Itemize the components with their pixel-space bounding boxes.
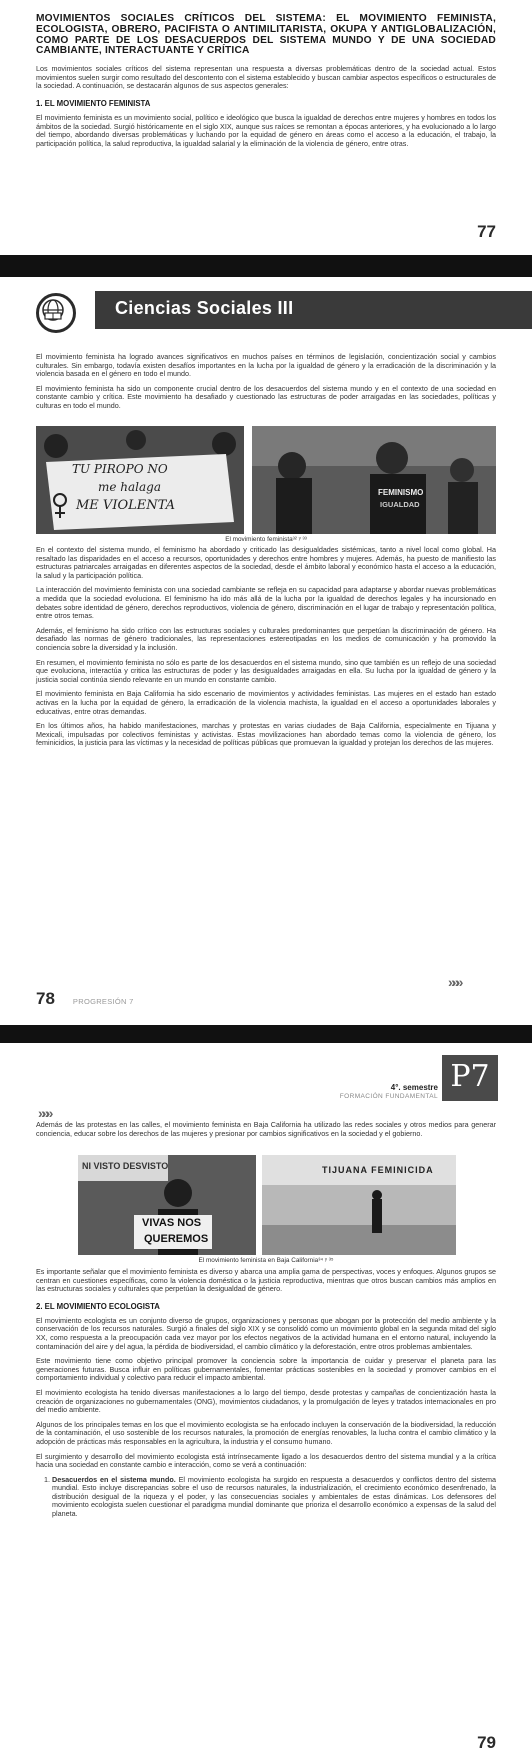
semester-label: 4°. semestre [390,1083,438,1092]
page-78 [0,277,532,1025]
sign-line-1: TU PIROPO NO [72,462,168,476]
paragraph-recent-years: En los últimos años, ha habido manifestaciones, marchas y protestas en varias ciudades de Baja California, especialmente en Tijuana y Mexicali, impulsadas por colectivos feministas y activistas. Estas movilizaciones han abordado temas como la violencia de género, los feminicidios, la justicia para las víctimas y la necesidad de políticas públicas que promuevan la igualdad y protejan los derechos de las mujeres. [36,721,496,748]
page-78-top-text [36,353,496,417]
photo-protest-march [252,426,496,534]
page-number-value: 78 [36,989,55,1008]
photo-caption: El movimiento feminista³² ʸ ³³ [225,536,307,543]
paragraph-emergence: El surgimiento y desarrollo del movimiento ecologista está intrínsecamente ligado a los desacuerdos dentro del sistema mundial y a la crítica hacia una sociedad en constante cambio e interacción, como se verá a continuación: [36,1451,496,1470]
paragraph-themes: Algunos de los principales temas en los que el movimiento ecologista se ha enfocado incluyen la conservación de la biodiversidad, la reducción de la contaminación, el uso sostenible de los recursos naturales, la promoción de energías renovables, la lucha contra el cambio climático y la adopción de prácticas más responsables en la agricultura, la industria y el consumo humano. [36,1419,496,1446]
page-number-79: 79 [477,1733,496,1752]
list-item [52,1476,496,1519]
list-item-body: El movimiento ecologista ha surgido en respuesta a desacuerdos y conflictos dentro del sistema mundial. Esto incluye discrepancias sobre el uso de recursos naturales, la industrialización, el crecimiento económico desenfrenado, la distribución desigual de la riqueza y el poder, y las consecuencias sociales y ambientales de estas dinámicas. Los defensores del movimiento ecologista suelen cuestionar el paradigma mundial dominante que prioriza el desarrollo económico a expensas de la salud del planeta. [52,1474,497,1519]
subject-title: Ciencias Sociales III [115,298,294,318]
page-divider-2 [0,1025,532,1043]
book-header [0,291,532,329]
feminist-paragraph: El movimiento feminista es un movimiento social, político e ideológico que busca la igualdad de derechos entre mujeres y hombres en todos los ámbitos de la sociedad. Surgió históricamente en el siglo XIX, aunque sus raíces se remontan a épocas anteriores, y ha evolucionado a lo largo del tiempo, abordando diversas problemáticas y luchando por la equidad de género en áreas como el acceso a la educación, el trabajo, la participación política, la salud reproductiva, la igualdad salarial y la eliminación de la violencia de género, entre otras. [36,112,496,148]
paragraph-crucial-component: El movimiento feminista ha sido un componente crucial dentro de los desacuerdos del sistema mundo y en el contexto de una sociedad en constante cambio y crítica. Este movimiento ha desafiado y cuestionado las estructuras de poder arraigadas en las sociedades, políticas y culturas en todo el mundo. [36,383,496,410]
paragraph-summary: En resumen, el movimiento feminista no sólo es parte de los desacuerdos en el sistema mundo, sino que también es un reflejo de una sociedad que evoluciona, interactúa y critica las estructuras de poder y las desigualdades arraigadas en ella. Su lucha por la igualdad de género y la justicia social continúa siendo relevante en un mundo en constante cambio. [36,657,496,684]
paragraph-system-world: En el contexto del sistema mundo, el feminismo ha abordado y criticado las desigualdades sistémicas, tanto a nivel local como global. Ha resaltado las disparidades en el acceso a recursos, oportunidades y derechos entre hombres y mujeres. Además, ha puesto de manifiesto las estructuras patriarcales arraigadas en diferentes aspectos de la sociedad, desde el ámbito laboral y económico hasta el acceso a la educación, la salud y la participación política. [36,545,496,580]
wall-text: TIJUANA FEMINICIDA [322,1165,434,1175]
list-item-title: Desacuerdos en el sistema mundo. [52,1474,176,1484]
page-number-78 [36,989,134,1009]
sign-line-3: ME VIOLENTA [76,498,175,513]
page-78-body [36,546,496,754]
sign-line-2: me halaga [98,480,162,494]
photo-vivas-nos-queremos [78,1155,256,1255]
book-logo-icon [36,293,76,333]
shirt-text-1: FEMINISMO [378,488,424,497]
progression-badge-label: P7 [450,1059,490,1094]
paragraph-ecologist-def: El movimiento ecologista es un conjunto diverso de grupos, organizaciones y personas que abogan por la protección del medio ambiente y la conservación de los recursos naturales. Surgió a finales del siglo XIX y se consolidó como un movimiento global en la segunda mitad del siglo XX, como respuesta a la preocupación cada vez mayor por los efectos negativos de la actividad humana en el entorno natural, incluyendo la contaminación del aire y del agua, la pérdida de biodiversidad, el cambio climático y la deforestación, entre otros problemas ambientales. [36,1315,496,1351]
continue-arrows-icon: »»» [448,974,460,990]
intro-paragraph: Los movimientos sociales críticos del sistema representan una respuesta a diversas problemáticas dentro de la sociedad actual. Estos movimientos suelen surgir como resultado del descontento con el sistema establecido y buscan cambiar aspectos específicos o estructurales de la sociedad. A continuación, se destacarán algunos de sus aspectos generales: [36,64,496,91]
continue-arrows-icon-2: »»» [38,1105,50,1121]
paragraph-manifestations: El movimiento ecologista ha tenido diversas manifestaciones a lo largo del tiempo, desde protestas y campañas de concientización hasta la creación de organizaciones no gubernamentales (ONG), movimientos ciudadanos, y la promulgación de leyes y tratados internacionales en pro del medio ambiente. [36,1387,496,1415]
paragraph-baja-california: El movimiento feminista en Baja California ha sido escenario de movimientos y actividades feministas. Las mujeres en el estado han estado activas en la lucha por la equidad de género, la erradicación de la violencia machista, la igualdad en el acceso a oportunidades laborales y educativas, entre otras demandas. [36,689,496,716]
photo-caption-2: El movimiento feminista en Baja California³⁴ ʸ ³⁵ [198,1257,334,1264]
page-77 [0,0,532,255]
paragraph-diverse: Es importante señalar que el movimiento feminista es diverso y abarca una amplia gama de perspectivas, voces y enfoques. Algunos grupos se centran en cuestiones específicas, como la violencia doméstica o la justicia reproductiva, mientras que otros buscan cambios más amplios en las estructuras sociales y culturales que perpetúan la desigualdad de género. [36,1267,496,1294]
photo-protest-banner [36,426,244,534]
paragraph-interaction: La interacción del movimiento feminista con una sociedad cambiante se refleja en su capacidad para adaptarse y abordar nuevas problemáticas a medida que la sociedad evoluciona. El feminismo ha ido más allá de la lucha por la igualdad de derechos legales y ha incursionado en debates sobre identidad de género, derechos reproductivos, violencia de género, discriminación en el lugar de trabajo y representación política, entre otros temas. [36,585,496,621]
female-symbol-icon [50,492,70,520]
shirt-text-2: IGUALDAD [380,500,420,509]
paragraph-social-media: Además de las protestas en las calles, el movimiento feminista en Baja California ha utilizado las redes sociales y otros medios para generar conciencia, educar sobre los derechos de las mujeres y presionar por cambios significativos en la sociedad y el gobierno. [36,1120,496,1138]
page-79-body [36,1268,496,1519]
page-divider [0,255,532,277]
section-heading-ecologist: 2. EL MOVIMIENTO ECOLOGISTA [36,1301,160,1311]
page-number: 77 [477,222,496,241]
progression-badge [442,1055,498,1101]
banner-text: NI VISTO DESVISTO [82,1161,169,1171]
paragraph-critical: Además, el feminismo ha sido crítico con las estructuras sociales y culturales predominantes que perpetúan la discriminación de género. Ha desafiado las normas de género tradicionales, las representaciones estereotipadas en los medios de comunicación y ha promovido la conciencia sobre la diversidad y la inclusión. [36,625,496,652]
sign-text-1: VIVAS NOS [142,1217,202,1229]
sign-text-2: QUEREMOS [144,1233,209,1245]
paragraph-achievements: El movimiento feminista ha logrado avances significativos en muchos países en términos de legislación, concientización social y cambios culturales. Sin embargo, todavía existen desafíos importantes en la lucha por la igualdad de género y la erradicación de la discriminación y la violencia basada en el género en todo el mundo. [36,352,496,379]
chapter-title: MOVIMIENTOS SOCIALES CRÍTICOS DEL SISTEMA: EL MOVIMIENTO FEMINISTA, ECOLOGISTA, OBRERO, PACIFISTA O ANTIMILITARISTA, OKUPA Y ANTIGLOBALIZACIÓN, COMO PARTE DE LOS DESACUERDOS DEL SISTEMA MUNDO Y DE UNA SOCIEDAD CAMBIANTE, INTERACTUANTE Y CRÍTICA [36,13,496,57]
photo-tijuana-wall [262,1155,456,1255]
paragraph-objective: Este movimiento tiene como objetivo principal promover la conciencia sobre la importancia de cuidar y preservar el planeta para las generaciones futuras. Busca influir en políticas gubernamentales, fomentar prácticas sostenibles en la sociedad y promover cambios en el comportamiento individual y colectivo para reducir el impacto ambiental. [36,1356,496,1383]
page-79 [0,1043,532,1761]
footer-progression: PROGRESIÓN 7 [72,997,134,1006]
page-77-content [36,14,496,154]
section-heading-feminist: 1. EL MOVIMIENTO FEMINISTA [36,98,151,108]
disagreements-list [36,1476,496,1519]
page-79-intro [36,1121,496,1144]
formation-label: FORMACIÓN FUNDAMENTAL [339,1093,438,1100]
